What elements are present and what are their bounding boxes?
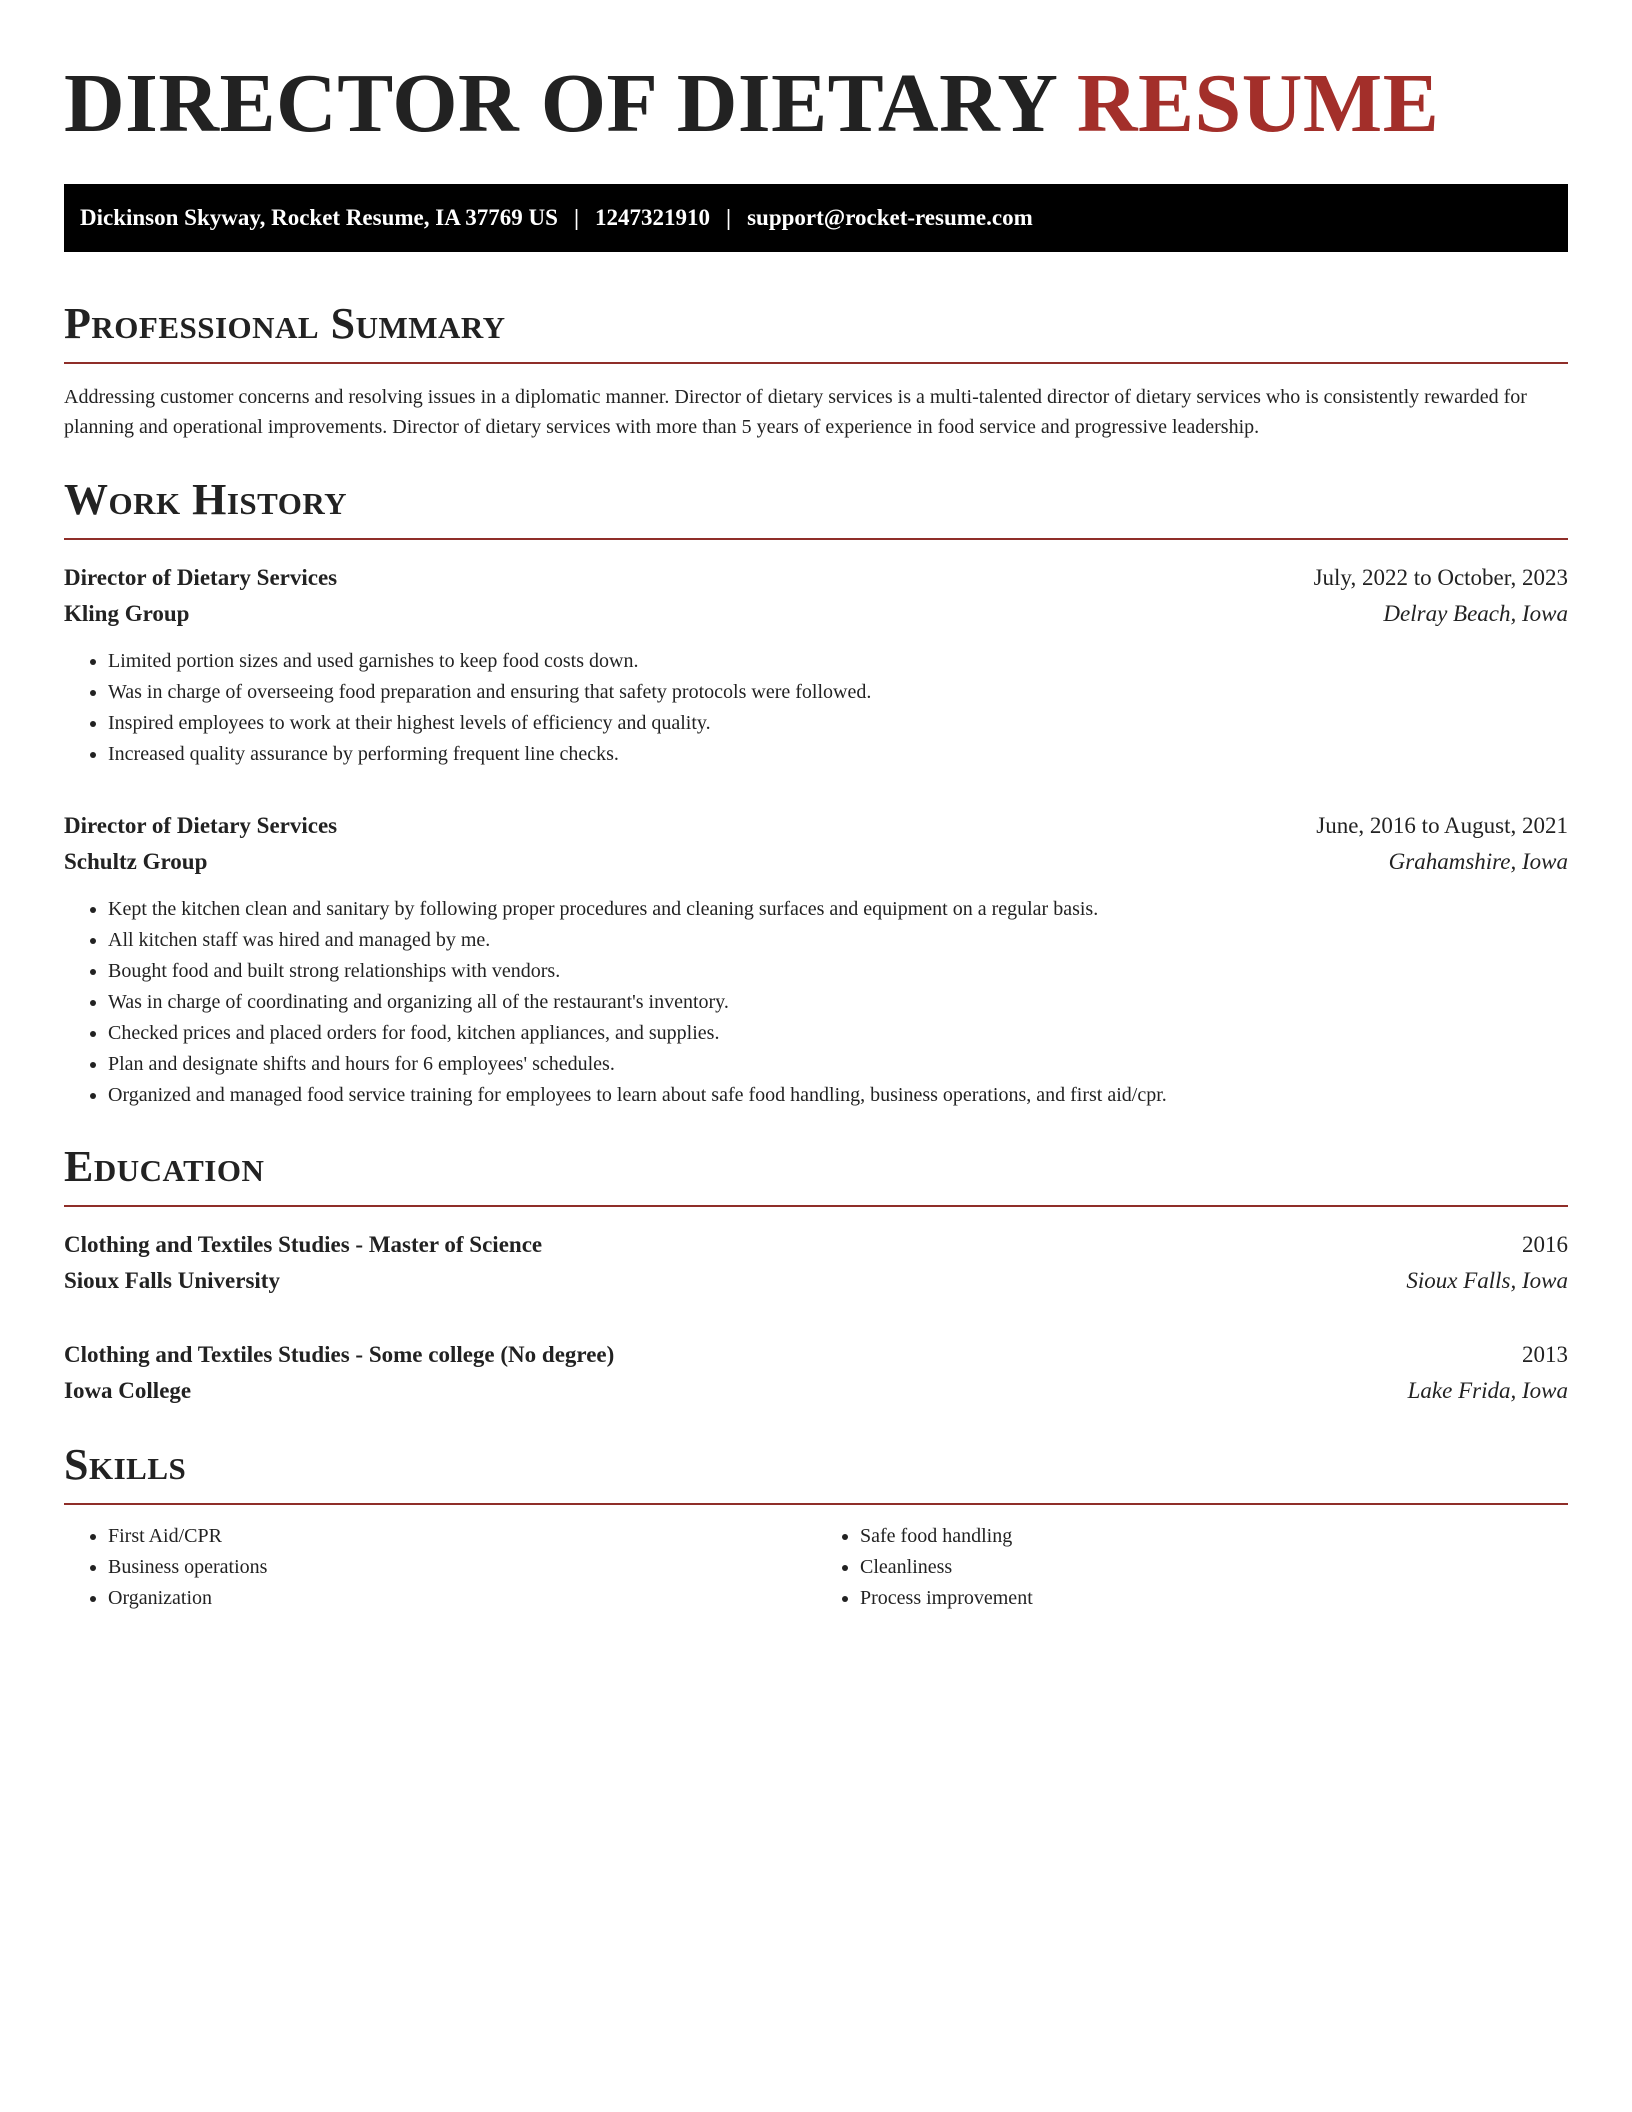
job-entry <box>64 808 1568 1111</box>
job-location: Grahamshire, Iowa <box>1388 849 1568 874</box>
skills-list-right <box>816 1521 1568 1614</box>
job-bullets <box>64 894 1568 1111</box>
summary-section <box>64 298 1568 442</box>
job-entry <box>64 560 1568 770</box>
list-item: • Limited portion sizes and used garnishes to keep food costs down. <box>108 646 1568 677</box>
list-item: • All kitchen staff was hired and managed by me. <box>108 925 1568 956</box>
contact-email[interactable]: support@rocket-resume.com <box>747 205 1033 230</box>
skill-item: • First Aid/CPR <box>108 1521 816 1552</box>
job-dates: July, 2022 to October, 2023 <box>1313 565 1568 590</box>
contact-bar <box>64 184 1568 252</box>
list-item: • Bought food and built strong relationships with vendors. <box>108 956 1568 987</box>
job-title: Director of Dietary Services <box>64 813 338 838</box>
skill-item: • Organization <box>108 1583 816 1614</box>
summary-text: Addressing customer concerns and resolving issues in a diplomatic manner. Director of dietary services is a multi-talented director of dietary services who is consistently rewarded for planning and operational improvements. Director of dietary services with more than 5 years of experience in food service and progressive leadership. <box>64 386 1527 438</box>
list-item: • Inspired employees to work at their highest levels of efficiency and quality. <box>108 708 1568 739</box>
list-item: • Was in charge of coordinating and organizing all of the restaurant's inventory. <box>108 987 1568 1018</box>
skill-item: • Cleanliness <box>860 1552 1568 1583</box>
education-degree: Clothing and Textiles Studies - Some college (No degree) <box>64 1342 615 1367</box>
resume-title <box>64 56 1568 152</box>
skills-list-left <box>64 1521 816 1614</box>
list-item: • Checked prices and placed orders for food, kitchen appliances, and supplies. <box>108 1018 1568 1049</box>
section-divider <box>64 538 1568 540</box>
title-accent: RESUME <box>1076 57 1440 150</box>
list-item: • Was in charge of overseeing food preparation and ensuring that safety protocols were followed. <box>108 677 1568 708</box>
skill-item: • Safe food handling <box>860 1521 1568 1552</box>
education-year: 2013 <box>1522 1342 1568 1367</box>
contact-separator: | <box>573 205 580 230</box>
education-school: Sioux Falls University <box>64 1268 280 1293</box>
skill-item: • Process improvement <box>860 1583 1568 1614</box>
skills-section <box>64 1439 1568 1614</box>
title-main: DIRECTOR OF DIETARY <box>64 57 1056 150</box>
section-divider <box>64 1503 1568 1505</box>
skills-grid <box>64 1521 1568 1614</box>
section-divider <box>64 362 1568 364</box>
section-heading-summary: Professional Summary <box>64 299 506 348</box>
section-heading-work-history: Work History <box>64 475 348 524</box>
education-section <box>64 1141 1568 1409</box>
section-heading-skills: Skills <box>64 1440 187 1489</box>
work-history-section <box>64 474 1568 1111</box>
education-entry <box>64 1227 1568 1299</box>
contact-phone: 1247321910 <box>595 205 711 230</box>
job-location: Delray Beach, Iowa <box>1383 601 1568 626</box>
skill-item: • Business operations <box>108 1552 816 1583</box>
contact-separator: | <box>726 205 732 230</box>
list-item: • Kept the kitchen clean and sanitary by following proper procedures and cleaning surfaces and equipment on a regular basis. <box>108 894 1568 925</box>
section-heading-education: Education <box>64 1142 265 1191</box>
education-location: Sioux Falls, Iowa <box>1406 1268 1568 1293</box>
list-item: • Increased quality assurance by performing frequent line checks. <box>108 739 1568 770</box>
education-school: Iowa College <box>64 1378 192 1403</box>
job-company: Schultz Group <box>64 849 208 874</box>
job-title: Director of Dietary Services <box>64 565 338 590</box>
list-item: • Plan and designate shifts and hours for 6 employees' schedules. <box>108 1049 1568 1080</box>
section-divider <box>64 1205 1568 1207</box>
education-degree: Clothing and Textiles Studies - Master of Science <box>64 1232 543 1257</box>
job-dates: June, 2016 to August, 2021 <box>1316 813 1568 838</box>
list-item: • Organized and managed food service training for employees to learn about safe food handling, business operations, and first aid/cpr. <box>108 1080 1568 1111</box>
education-location: Lake Frida, Iowa <box>1407 1378 1568 1403</box>
contact-address: Dickinson Skyway, Rocket Resume, IA 37769 US <box>80 205 558 230</box>
job-bullets <box>64 646 1568 770</box>
job-company: Kling Group <box>64 601 190 626</box>
education-entry <box>64 1337 1568 1409</box>
education-year: 2016 <box>1522 1232 1568 1257</box>
